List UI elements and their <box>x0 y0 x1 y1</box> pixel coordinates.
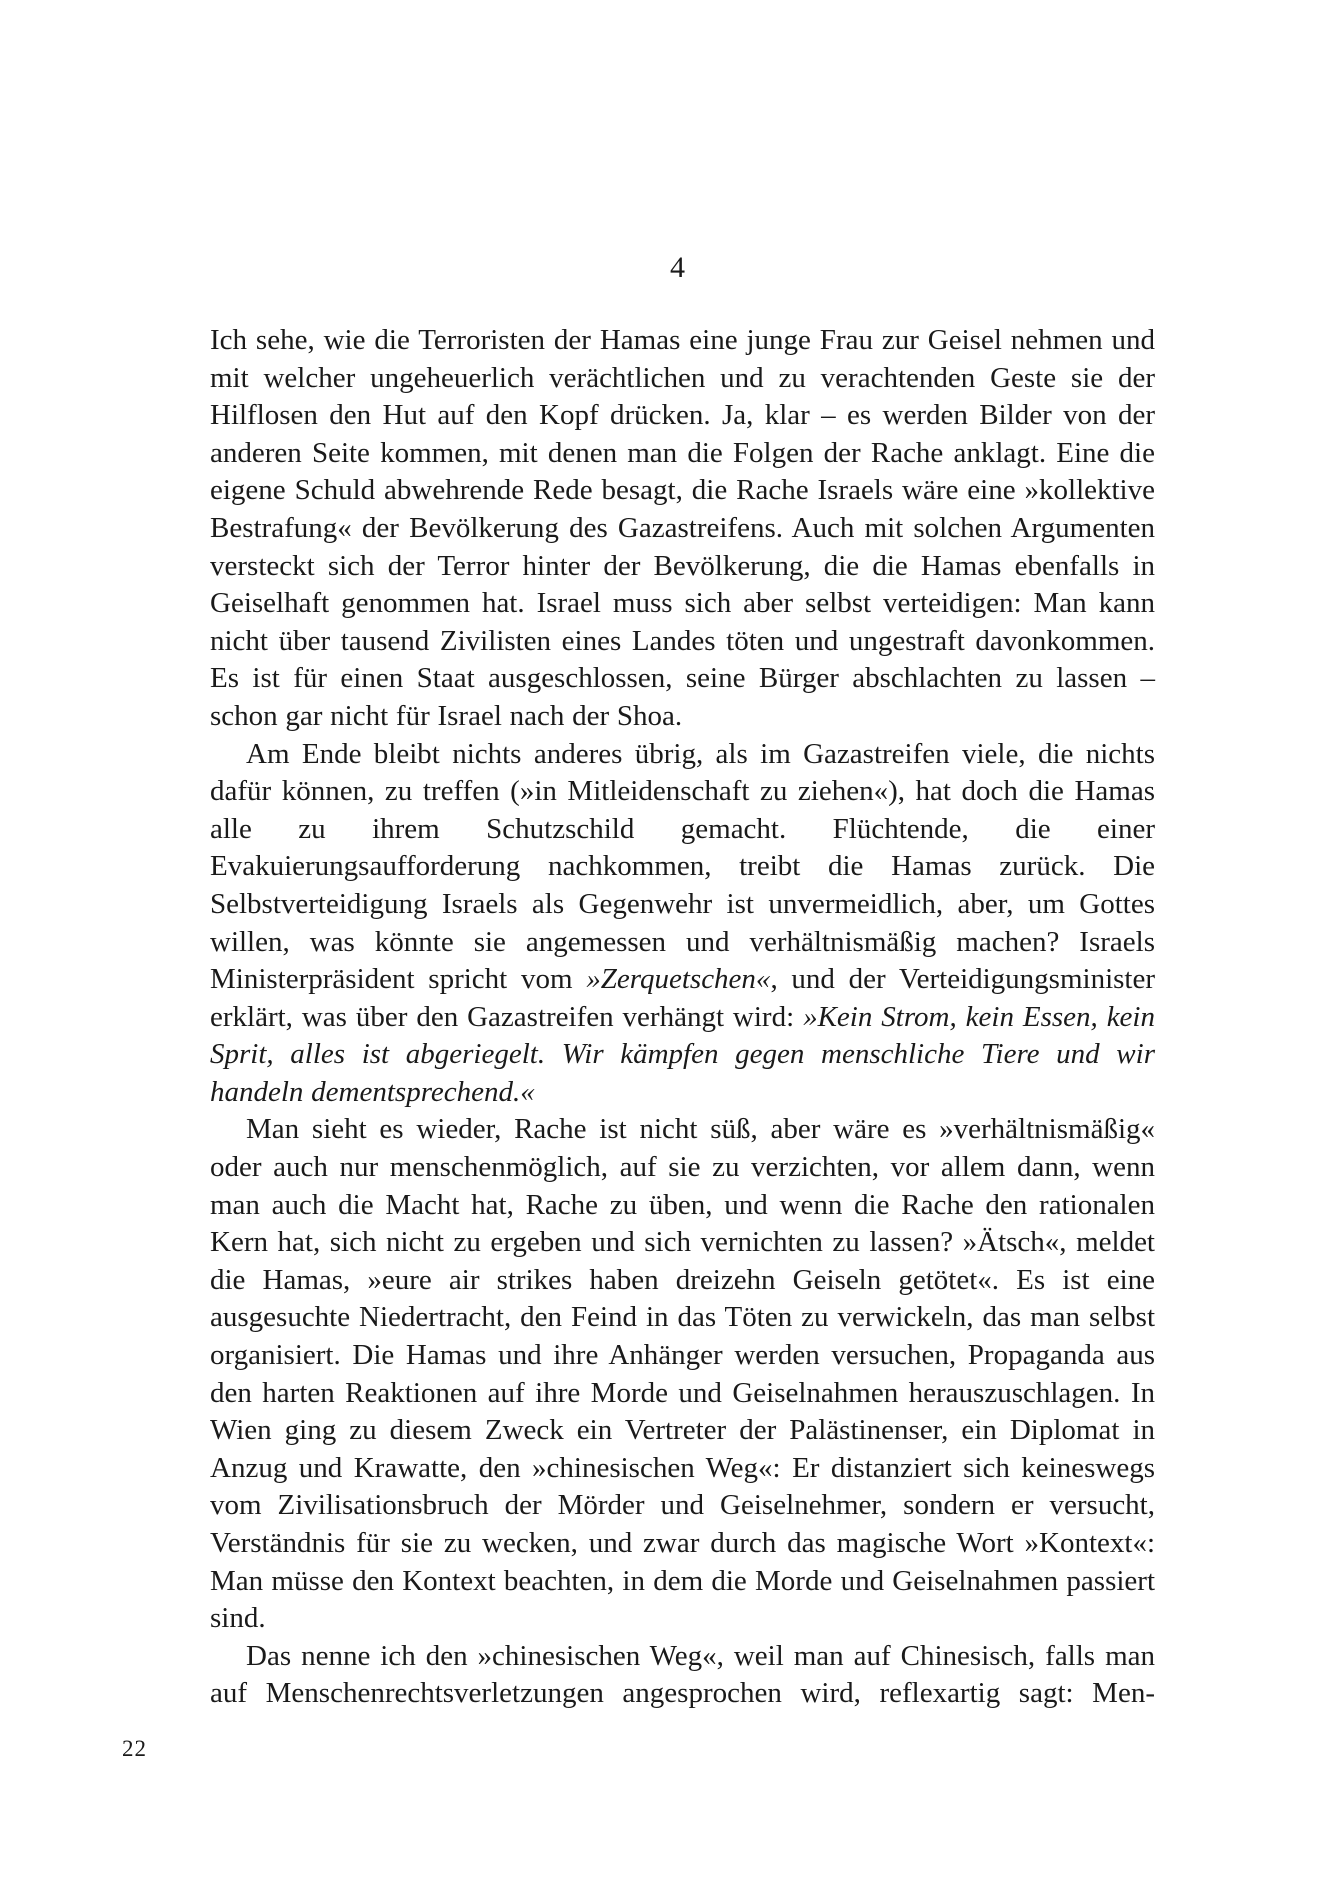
paragraph-4: Das nenne ich den »chinesischen Weg«, weil man auf Chinesisch, falls man auf Menschenrechtsverletzungen angesprochen wird, reflexartig sagt: Men- <box>210 1639 1155 1710</box>
paragraph-1: Ich sehe, wie die Terroristen der Hamas eine junge Frau zur Geisel nehmen und mit welcher ungeheuerlich verächtlichen und zu verachtenden Geste sie der Hilflosen den Hut auf den Kopf drücken. Ja, klar – es werden Bilder von der anderen Seite kommen, mit denen man die Folgen der Rache anklagt. Eine die eigene Schuld abwehrende Rede besagt, die Rache Israels wäre eine »kollektive Bestrafung« der Bevölkerung des Gazastreifens. Auch mit solchen Argumenten versteckt sich der Terror hinter der Bevölkerung, die die Hamas ebenfalls in Geiselhaft genommen hat. Israel muss sich aber selbst verteidigen: Man kann nicht über tausend Zivilisten eines Landes töten und ungestraft davonkommen. Es ist für einen Staat ausgeschlossen, seine Bürger abschlachten zu lassen – schon gar nicht für Israel nach der Shoa. <box>210 324 1155 732</box>
body-text <box>210 322 1155 1713</box>
paragraph-3: Man sieht es wieder, Rache ist nicht süß, aber wäre es »verhältnismäßig« oder auch nur menschenmöglich, auf sie zu verzichten, vor allem dann, wenn man auch die Macht hat, Rache zu üben, und wenn die Rache den rationalen Kern hat, sich nicht zu ergeben und sich vernichten zu lassen? »Ätsch«, meldet die Hamas, »eure air strikes haben dreizehn Geiseln getötet«. Es ist eine ausgesuchte Niedertracht, den Feind in das Töten zu verwickeln, das man selbst organisiert. Die Hamas und ihre Anhänger werden versuchen, Propaganda aus den harten Reaktionen auf ihre Morde und Geiselnahmen herauszuschlagen. In Wien ging zu diesem Zweck ein Vertreter der Palästinenser, ein Diplomat in Anzug und Krawatte, den »chinesischen Weg«: Er distanziert sich keineswegs vom Zivilisationsbruch der Mörder und Geiselnehmer, sondern er versucht, Verständnis für sie zu wecken, und zwar durch das magische Wort »Kontext«: Man müsse den Kontext beachten, in dem die Morde und Geiselnahmen passiert sind. <box>210 1113 1155 1635</box>
quote-zerquetschen: »Zerquetschen« <box>586 963 771 996</box>
page-number: 22 <box>122 1736 147 1761</box>
paragraph-2-text-middle: , und der Verteidigungsminister erklärt, was über den Gazastreifen verhängt wird: <box>210 963 1156 1033</box>
chapter-number: 4 <box>670 251 685 284</box>
quote-minister: »Kein Strom, kein Essen, kein Sprit, alles ist abgeriegelt. Wir kämpfen gegen menschliche Tiere und wir handeln dementsprechend.« <box>210 1000 1155 1108</box>
paragraph-2-text-before: Am Ende bleibt nichts anderes übrig, als im Gazastreifen viele, die nichts dafür können, zu treffen (»in Mitleidenschaft zu ziehen«), hat doch die Hamas alle zu ihrem Schutzschild gemacht. Flüchtende, die einer Evakuierungsaufforderung nachkommen, treibt die Hamas zurück. Die Selbstverteidigung Israels als Gegenwehr ist unvermeidlich, aber, um Gottes willen, was könnte sie angemessen und verhältnismäßig machen? Israels Ministerpräsident spricht vom <box>210 737 1155 996</box>
paragraph-2 <box>210 736 1155 1112</box>
